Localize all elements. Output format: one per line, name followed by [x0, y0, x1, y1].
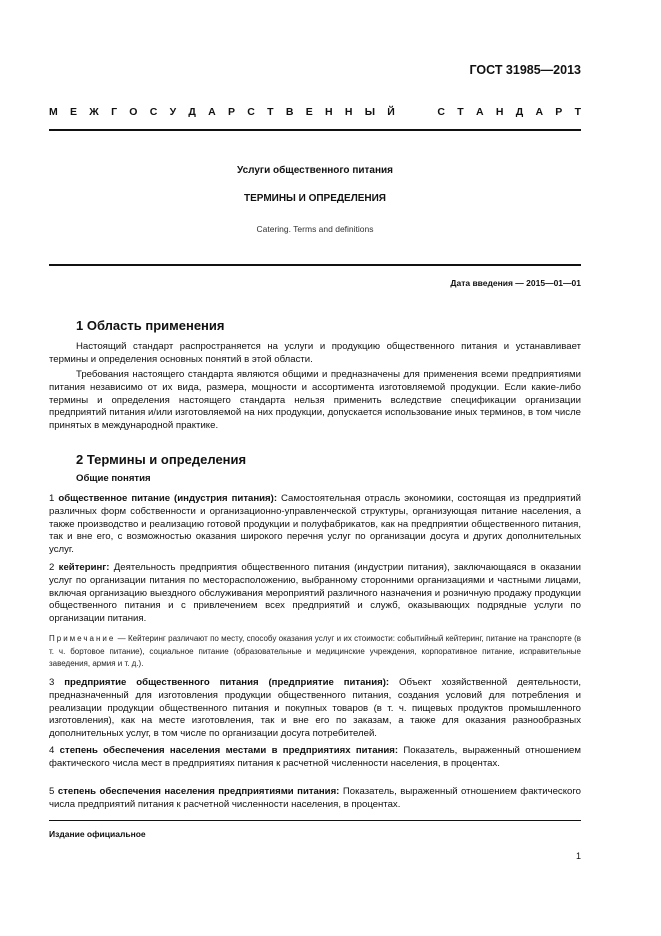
term-entry-2 [49, 562, 581, 626]
catering-note [49, 633, 581, 671]
term-entry-1 [49, 493, 581, 557]
banner-letter: Д [515, 106, 524, 118]
banner-letter [422, 106, 425, 118]
banner-letter: Т [267, 106, 274, 118]
term-number: 1 [49, 493, 55, 504]
banner-letter [407, 106, 410, 118]
banner-letter: А [535, 106, 544, 118]
banner-letter: Е [70, 106, 78, 118]
banner-letter: О [129, 106, 138, 118]
term-name: степень обеспечения населения предприятиями питания: [57, 786, 340, 797]
banner-letter: Г [111, 106, 118, 118]
banner-letter: А [208, 106, 216, 118]
term-name: общественное питание (индустрия питания): [58, 493, 278, 504]
note-text: — Кейтеринг различают по месту, способу оказания услуг и их стоимости: событийный кейтеринг, питание на транспорте (в т. ч. бортовое питание), социальное питание (образовательные и медицинские учреждения, корпоративное питание, исправительные заведения, армия и т. д.). [49, 634, 581, 668]
banner-letter: Н [495, 106, 504, 118]
document-subtitle: ТЕРМИНЫ И ОПРЕДЕЛЕНИЯ [244, 193, 386, 204]
banner-letter: Д [188, 106, 196, 118]
term-number: 2 [49, 562, 55, 573]
term-definition: Самостоятельная отрасль экономики, состоящая из предприятий различных форм собственности и организационно-управленческой структуры, организующая питание населения, а также производство и реализацию готовой продукции и полуфабрикатов, как на предприятии общественного питания, так и вне его, с возможностью оказания широкого перечня услуг по организации досуга и других дополнительных услуг. [49, 493, 581, 556]
banner-letter: Е [305, 106, 313, 118]
term-definition: Деятельность предприятия общественного питания (индустрии питания), заключающаяся в оказании услуг по организации питания по месторасположению, выбранному сторонними организациями и частными лицами, включая организацию выездного обслуживания мероприятий различного назначения и розничную продажу продукции общественного питания и с привлечением всех предприятий и служб, оказывающих подрядные услуги по организации питания. [49, 562, 581, 625]
banner-letter: Р [555, 106, 563, 118]
banner-letter: Ж [89, 106, 99, 118]
term-entry-5 [49, 786, 581, 812]
banner-letter: Р [228, 106, 236, 118]
scope-paragraph-2: Требования настоящего стандарта являются общими и предназначены для применения всеми предприятиями питания независимо от их вида, размера, мощности и ассортимента изготовляемой продукции. Если какие-либо термины и определения настоящего стандарта нельзя применить вследствие спецификации организации предприятий питания и/или изготовляемой на них продукции, допускается использование иных терминов, в том числе принятых в международной практике. [49, 369, 581, 432]
term-entry-3 [49, 677, 581, 741]
gost-number: ГОСТ 31985—2013 [469, 63, 581, 77]
term-definition: Показатель, выраженный отношением фактического числа предприятий питания к расчетной численности населения, в процентах. [49, 786, 581, 810]
title-rule [49, 264, 581, 266]
term-name: кейтеринг: [58, 562, 110, 573]
banner-letter: А [475, 106, 484, 118]
banner-letter: В [285, 106, 294, 118]
term-name: предприятие общественного питания (предприятие питания): [64, 677, 390, 688]
document-title: Услуги общественного питания [237, 165, 393, 176]
header-rule [49, 129, 581, 131]
term-name: степень обеспечения населения местами в предприятиях питания: [59, 745, 399, 756]
banner-letter: Ы [364, 106, 375, 118]
term-entry-4 [49, 745, 581, 771]
english-title: Catering. Terms and definitions [256, 224, 374, 234]
section-2-heading: 2 Термины и определения [76, 452, 247, 467]
banner-letter: У [169, 106, 177, 118]
general-concepts-subheading: Общие понятия [76, 473, 151, 484]
term-definition: Показатель, выраженный отношением фактического числа мест в предприятиях питания к расчетной численности населения, в процентах. [49, 745, 581, 769]
banner-letter: Н [324, 106, 333, 118]
banner-letter: Й [387, 106, 395, 118]
standard-type-banner [49, 106, 581, 118]
footer-rule [49, 820, 581, 821]
intro-date: Дата введения — 2015—01—01 [450, 278, 581, 288]
term-number: 4 [49, 745, 55, 756]
scope-paragraph-1: Настоящий стандарт распространяется на услуги и продукцию общественного питания и устанавливает термины и определения основных понятий в этой области. [49, 341, 581, 365]
term-number: 5 [49, 786, 55, 797]
note-label: Примечание [49, 634, 116, 643]
banner-letter: Т [574, 106, 581, 118]
banner-letter: М [49, 106, 58, 118]
banner-letter: С [149, 106, 158, 118]
edition-label: Издание официальное [49, 829, 146, 839]
banner-letter: Т [457, 106, 464, 118]
banner-letter: С [247, 106, 255, 118]
section-1-heading: 1 Область применения [76, 318, 225, 333]
page-number: 1 [575, 851, 581, 861]
term-definition: Объект хозяйственной деятельности, предназначенный для изготовления продукции общественного питания, создания условий для потребления и реализации продукции общественного питания и покупных товаров (в т. ч. пищевых продуктов промышленного изготовления), как на месте изготовления, так и вне его по заказам, а также для оказания разнообразных дополнительных услуг, в том числе по организации досуга потребителей. [49, 677, 582, 740]
term-number: 3 [49, 677, 55, 688]
banner-letter: С [437, 106, 446, 118]
banner-letter: Н [344, 106, 353, 118]
